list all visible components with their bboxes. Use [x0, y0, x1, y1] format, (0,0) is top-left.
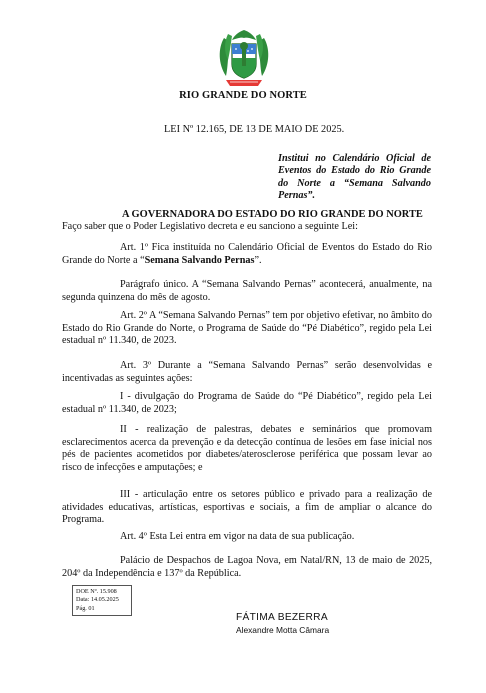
paragrafo-unico: Parágrafo único. A “Semana Salvando Pernas” acontecerá, anualmente, na segunda quinzena do mês de agosto.: [62, 279, 432, 303]
doe-publication-box: [72, 585, 132, 616]
event-name-bold: Semana Salvando Pernas: [144, 254, 255, 266]
article-3: Art. 3º Durante a “Semana Salvando Pernas” serão desenvolvidas e incentivadas as seguintes ações:: [62, 360, 432, 384]
law-title: LEI Nº 12.165, DE 13 DE MAIO DE 2025.: [164, 124, 345, 135]
article-1: Art. 1º Fica instituída no Calendário Oficial de Eventos do Estado do Rio Grande do Norte a “Semana Salvando Pernas”.: [62, 242, 432, 266]
state-name-heading: RIO GRANDE DO NORTE: [179, 90, 307, 101]
article-2: Art. 2º A “Semana Salvando Pernas” tem por objetivo efetivar, no âmbito do Estado do Rio Grande do Norte, o Programa de Saúde do “Pé Diabético”, regido pela Lei estadual nº 11.340, de 2023.: [62, 310, 432, 347]
governor-signature: FÁTIMA BEZERRA: [236, 612, 328, 623]
preamble: Faço saber que o Poder Legislativo decreta e eu sanciono a seguinte Lei:: [62, 221, 358, 232]
state-coat-of-arms-icon: [216, 28, 272, 90]
article-3-item-3: III - articulação entre os setores público e privado para a realização de atividades educativas, artísticas, esportivas e sociais, a fim de ampliar o alcance do Programa.: [62, 489, 432, 526]
article-3-item-2: II - realização de palestras, debates e seminários que promovam esclarecimentos acerca da prevenção e da detecção contínua de lesões em fase inicial nos pés de pacientes acometidos por diabetes/aterosclerose periférica que possam levar ao risco de infecções e amputações; e: [62, 424, 432, 473]
doe-page: Pág. 01: [76, 604, 95, 612]
secretary-signature: Alexandre Motta Câmara: [236, 625, 330, 635]
article-3-item-1: I - divulgação do Programa de Saúde do “Pé Diabético”, regido pela Lei estadual nº 11.340, de 2023;: [62, 391, 432, 415]
doe-date: Data: 14.05.2025: [76, 596, 119, 604]
article-4: Art. 4º Esta Lei entra em vigor na data de sua publicação.: [120, 531, 355, 542]
law-ementa: Institui no Calendário Oficial de Eventos do Estado do Rio Grande do Norte a “Semana Salvando Pernas”.: [278, 153, 431, 202]
governor-heading: A GOVERNADORA DO ESTADO DO RIO GRANDE DO NORTE: [122, 209, 423, 220]
doe-number: DOE Nº. 15.908: [76, 588, 117, 595]
closing-paragraph: Palácio de Despachos de Lagoa Nova, em Natal/RN, 13 de maio de 2025, 204º da Independência e 137º da República.: [62, 555, 432, 579]
